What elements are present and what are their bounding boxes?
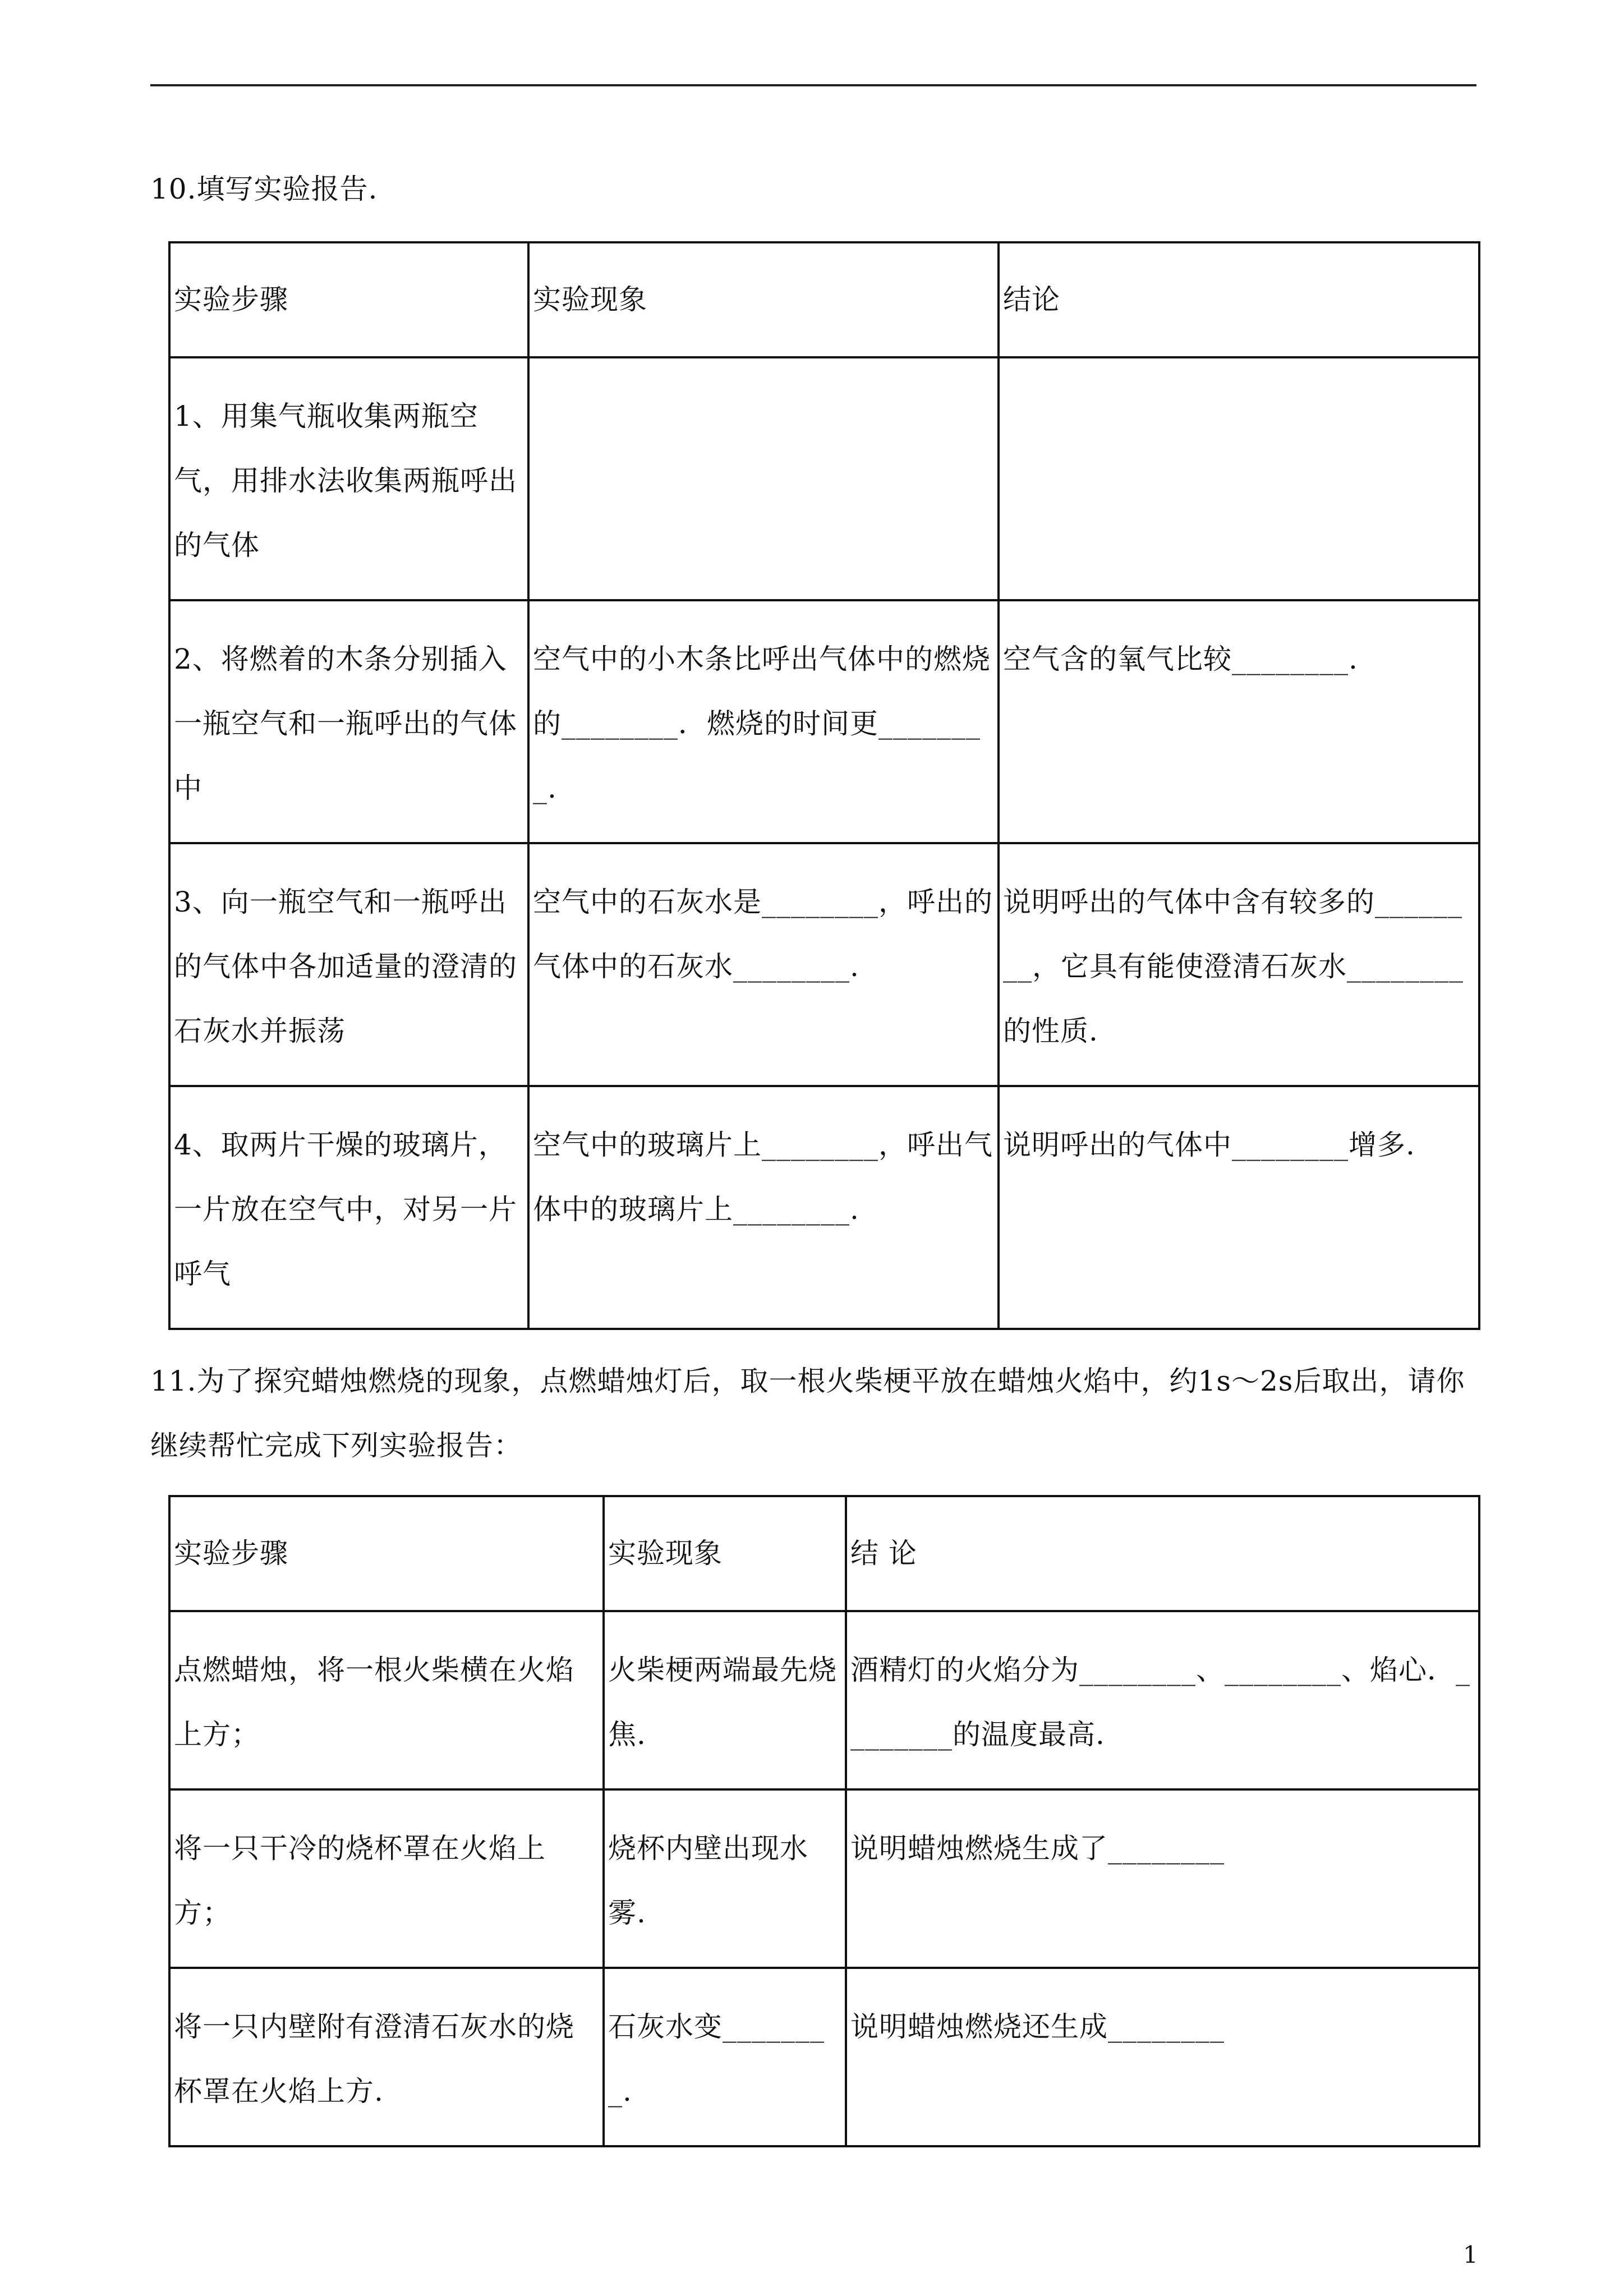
step-cell: 3、向一瓶空气和一瓶呼出的气体中各加适量的澄清的石灰水并振荡 <box>169 843 528 1086</box>
phenomenon-cell: 石灰水变________. <box>604 1968 846 2146</box>
phenomenon-cell: 火柴梗两端最先烧焦. <box>604 1611 846 1789</box>
conclusion-cell: 说明蜡烛燃烧生成了________ <box>846 1789 1479 1968</box>
step-cell: 4、取两片干燥的玻璃片，一片放在空气中，对另一片呼气 <box>169 1086 528 1329</box>
header-phenomenon: 实验现象 <box>528 242 999 357</box>
step-cell: 1、用集气瓶收集两瓶空气，用排水法收集两瓶呼出的气体 <box>169 357 528 600</box>
experiment-report-table-11 <box>168 1495 1480 2147</box>
question-10-title: 10.填写实验报告. <box>150 173 378 205</box>
table-row <box>169 1086 1479 1329</box>
header-step: 实验步骤 <box>169 1496 604 1611</box>
step-cell: 点燃蜡烛，将一根火柴横在火焰上方； <box>169 1611 604 1789</box>
phenomenon-cell: 空气中的玻璃片上________，呼出气体中的玻璃片上________. <box>528 1086 999 1329</box>
table-row <box>169 357 1479 600</box>
table-row <box>169 1789 1479 1968</box>
header-step: 实验步骤 <box>169 242 528 357</box>
conclusion-cell: 酒精灯的火焰分为________、________、焰心．________的温度最高. <box>846 1611 1479 1789</box>
phenomenon-cell: 空气中的小木条比呼出气体中的燃烧的________．燃烧的时间更________. <box>528 600 999 843</box>
experiment-report-table-10 <box>168 241 1480 1330</box>
conclusion-cell <box>999 357 1479 600</box>
question-11-title: 11.为了探究蜡烛燃烧的现象，点燃蜡烛灯后，取一根火柴梗平放在蜡烛火焰中，约1s～2s后取出，请你继续帮忙完成下列实验报告： <box>150 1365 1465 1462</box>
phenomenon-cell: 烧杯内壁出现水雾. <box>604 1789 846 1968</box>
table-row <box>169 600 1479 843</box>
step-cell: 将一只内壁附有澄清石灰水的烧杯罩在火焰上方. <box>169 1968 604 2146</box>
conclusion-cell: 说明蜡烛燃烧还生成________ <box>846 1968 1479 2146</box>
conclusion-cell: 说明呼出的气体中________增多. <box>999 1086 1479 1329</box>
header-phenomenon: 实验现象 <box>604 1496 846 1611</box>
header-conclusion: 结 论 <box>846 1496 1479 1611</box>
table-header-row <box>169 1496 1479 1611</box>
page-number: 1 <box>1463 2241 1478 2269</box>
table-row <box>169 1611 1479 1789</box>
phenomenon-cell <box>528 357 999 600</box>
header-conclusion: 结论 <box>999 242 1479 357</box>
table-row <box>169 843 1479 1086</box>
step-cell: 2、将燃着的木条分别插入一瓶空气和一瓶呼出的气体中 <box>169 600 528 843</box>
header-rule <box>150 84 1476 86</box>
phenomenon-cell: 空气中的石灰水是________，呼出的气体中的石灰水________. <box>528 843 999 1086</box>
conclusion-cell: 空气含的氧气比较________. <box>999 600 1479 843</box>
table-row <box>169 1968 1479 2146</box>
table-header-row <box>169 242 1479 357</box>
conclusion-cell: 说明呼出的气体中含有较多的________，它具有能使澄清石灰水________的性质. <box>999 843 1479 1086</box>
step-cell: 将一只干冷的烧杯罩在火焰上方； <box>169 1789 604 1968</box>
